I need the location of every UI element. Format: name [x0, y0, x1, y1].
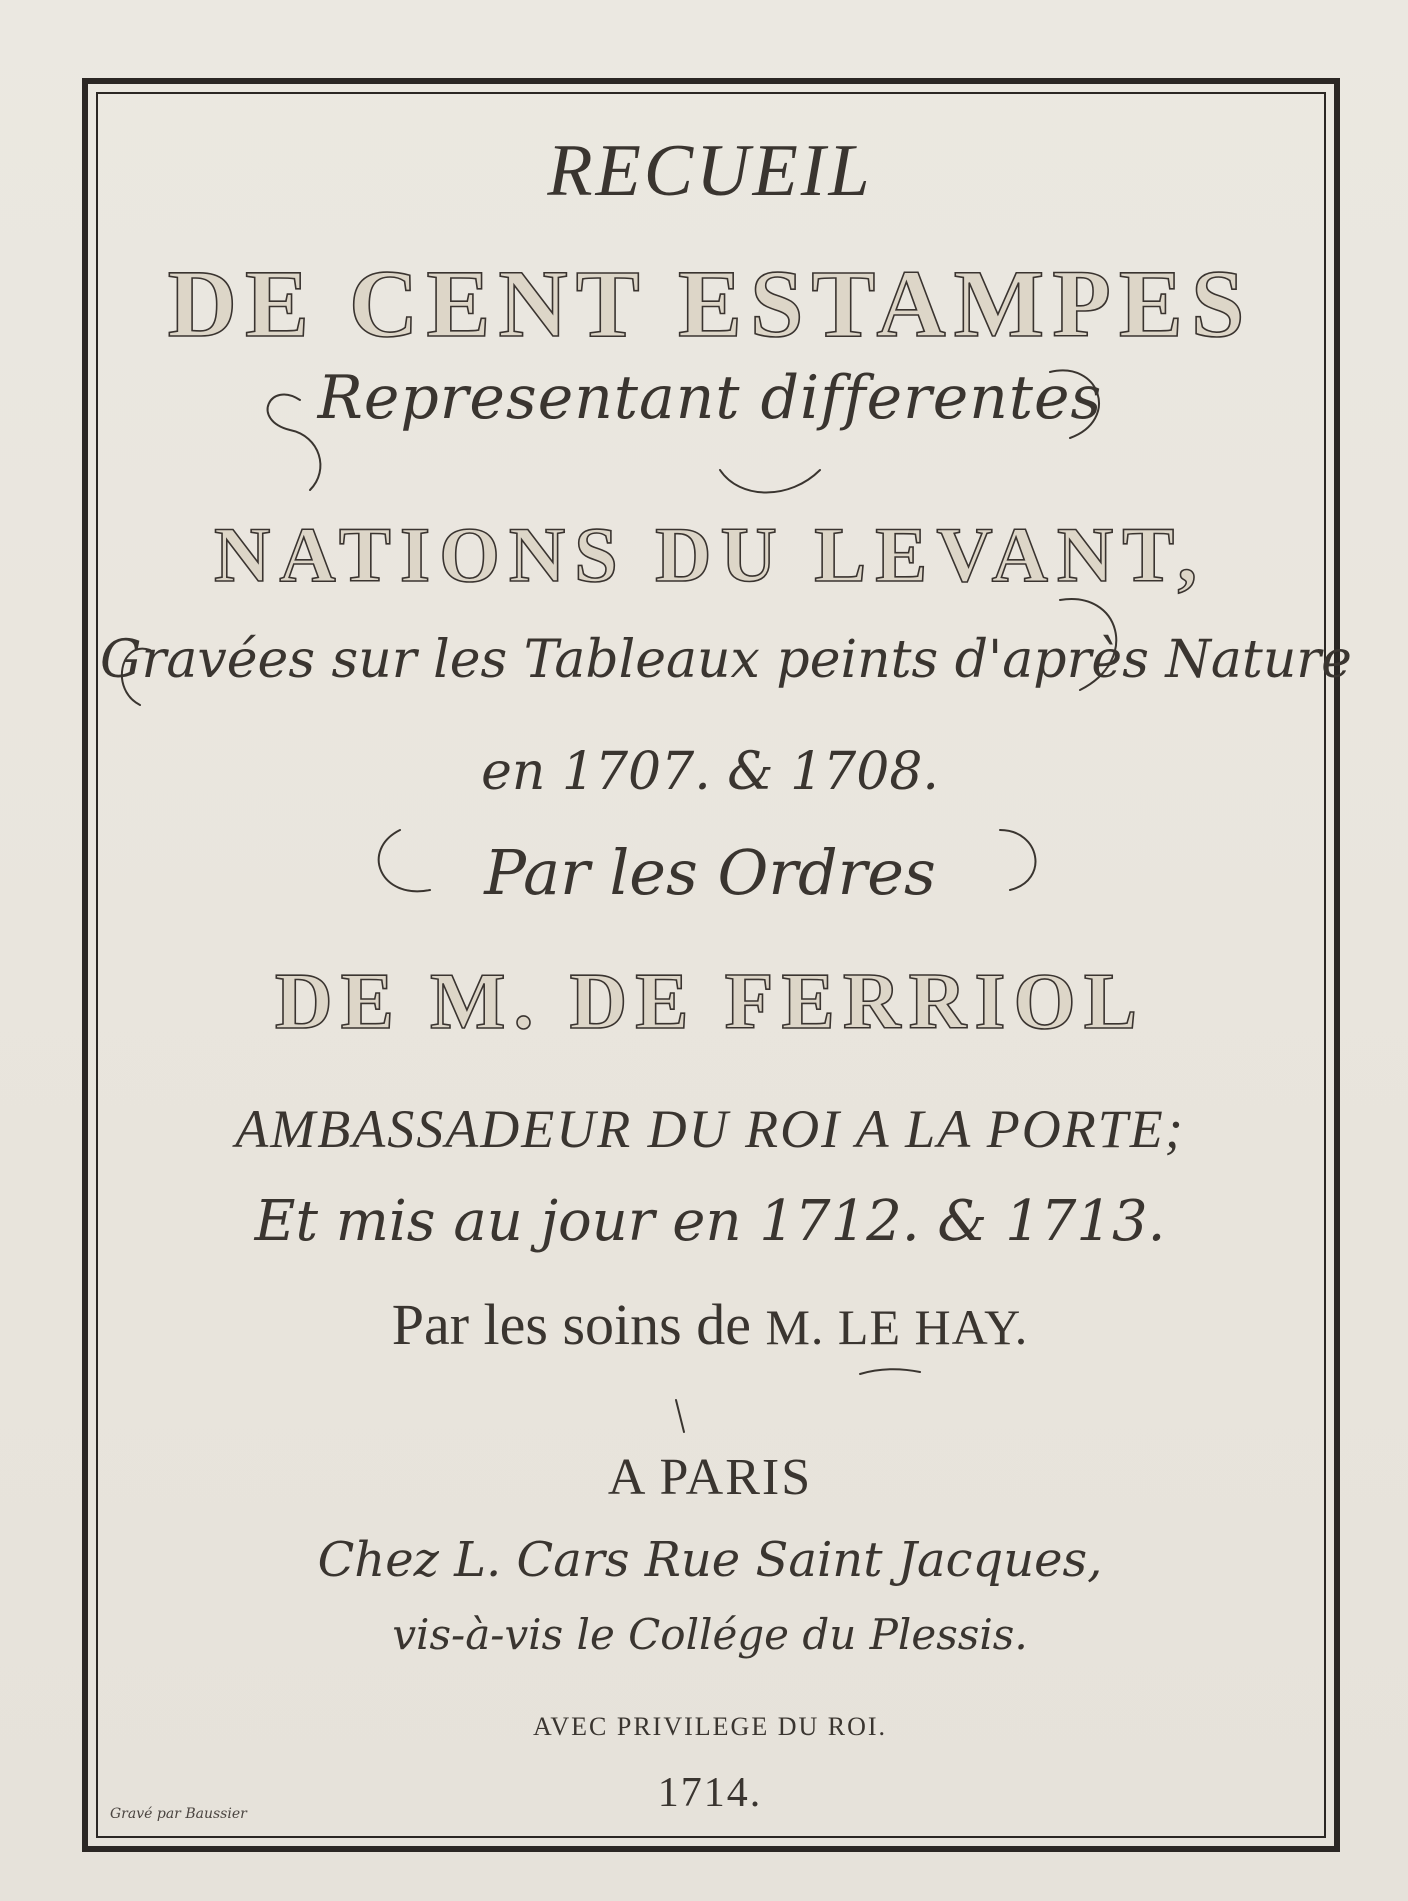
title-de-ferriol: DE M. DE FERRIOL [274, 958, 1146, 1046]
line-year-1714: 1714. [657, 1770, 763, 1816]
line-gravees: Gravées sur les Tableaux peints d'après Nature [100, 630, 1352, 690]
line-ambassadeur: AMBASSADEUR DU ROI A LA PORTE; [235, 1099, 1185, 1159]
le-hay-name: M. LE HAY. [765, 1299, 1029, 1355]
line-mis-au-jour: Et mis au jour en 1712. & 1713. [254, 1189, 1166, 1254]
line-par-les-ordres: Par les Ordres [484, 836, 936, 909]
line-a-paris: A PARIS [607, 1449, 813, 1506]
line-par-les-soins [100, 1292, 1320, 1357]
line-privilege: AVEC PRIVILEGE DU ROI. [532, 1712, 888, 1741]
line-dates-1707-1708: en 1707. & 1708. [481, 742, 939, 802]
engraver-credit: Gravé par Baussier [110, 1806, 247, 1822]
title-nations-du-levant: NATIONS DU LEVANT, [213, 511, 1206, 598]
title-recueil: RECUEIL [547, 130, 873, 212]
line-representant: Representant differentes [317, 363, 1103, 433]
line-vis-a-vis: vis-à-vis le Collége du Plessis. [392, 1610, 1028, 1659]
title-cent-estampes: DE CENT ESTAMPES [167, 250, 1253, 357]
par-les-soins-text: Par les soins de [391, 1292, 751, 1357]
line-chez-cars: Chez L. Cars Rue Saint Jacques, [317, 1532, 1103, 1588]
